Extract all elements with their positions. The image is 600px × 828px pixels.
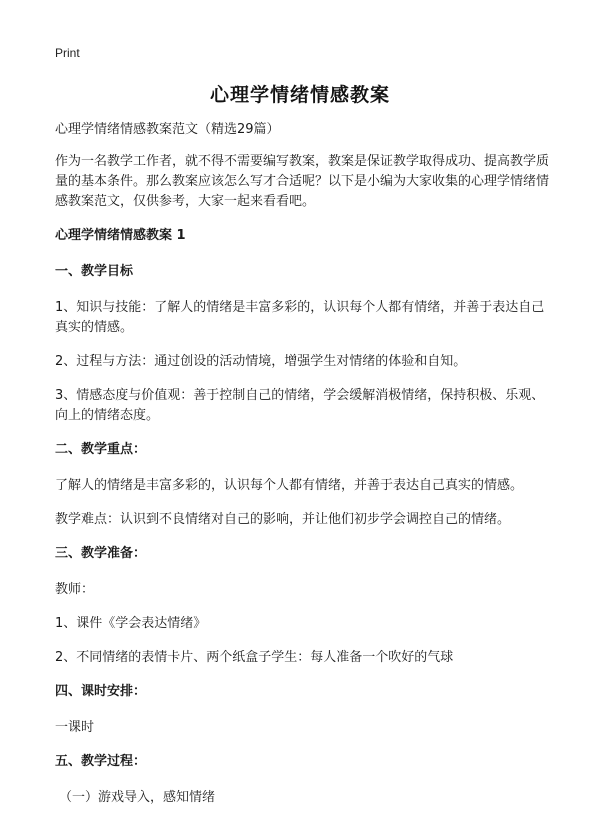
- key-point-paragraph: 了解人的情绪是丰富多彩的，认识每个人都有情绪，并善于表达自己真实的情感。: [55, 478, 524, 493]
- heading-teaching-goals: 一、教学目标: [55, 264, 134, 279]
- page-title: 心理学情绪情感教案: [209, 84, 390, 106]
- prep-item-1: 1、课件《学会表达情绪》: [55, 616, 207, 631]
- difficulty-paragraph: 教学难点：认识到不良情绪对自己的影响，并让他们初步学会调控自己的情绪。: [55, 512, 511, 527]
- goal-item-1: 1、知识与技能：了解人的情绪是丰富多彩的，认识每个人都有情绪，并善于表达自己真实的情感。: [55, 300, 545, 335]
- goal-item-2: 2、过程与方法：通过创设的活动情境，增强学生对情绪的体验和自知。: [55, 354, 467, 369]
- doc-subtitle: 心理学情绪情感教案范文（精选29篇）: [55, 122, 280, 137]
- prep-item-2: 2、不同情绪的表情卡片、两个纸盒子学生：每人准备一个吹好的气球: [55, 650, 454, 665]
- print-link[interactable]: Print: [55, 46, 80, 60]
- heading-key-points: 二、教学重点：: [55, 442, 147, 457]
- heading-preparation: 三、教学准备：: [55, 546, 147, 561]
- section-title: 心理学情绪情感教案 1: [55, 228, 186, 243]
- teacher-label: 教师：: [55, 582, 95, 597]
- heading-process: 五、教学过程：: [55, 754, 147, 769]
- goal-item-3: 3、情感态度与价值观：善于控制自己的情绪，学会缓解消极情绪，保持积极、乐观、向上的情绪态度。: [55, 388, 545, 423]
- document-body: [55, 120, 553, 822]
- heading-schedule: 四、课时安排：: [55, 684, 147, 699]
- period-paragraph: 一课时: [55, 720, 95, 735]
- process-step-1: （一）游戏导入，感知情绪: [59, 790, 216, 805]
- intro-paragraph: 作为一名教学工作者，就不得不需要编写教案，教案是保证教学取得成功、提高教学质量的基本条件。那么教案应该怎么写才合适呢？以下是小编为大家收集的心理学情绪情感教案范文，仅供参考，大家一起来看看吧。: [55, 154, 550, 209]
